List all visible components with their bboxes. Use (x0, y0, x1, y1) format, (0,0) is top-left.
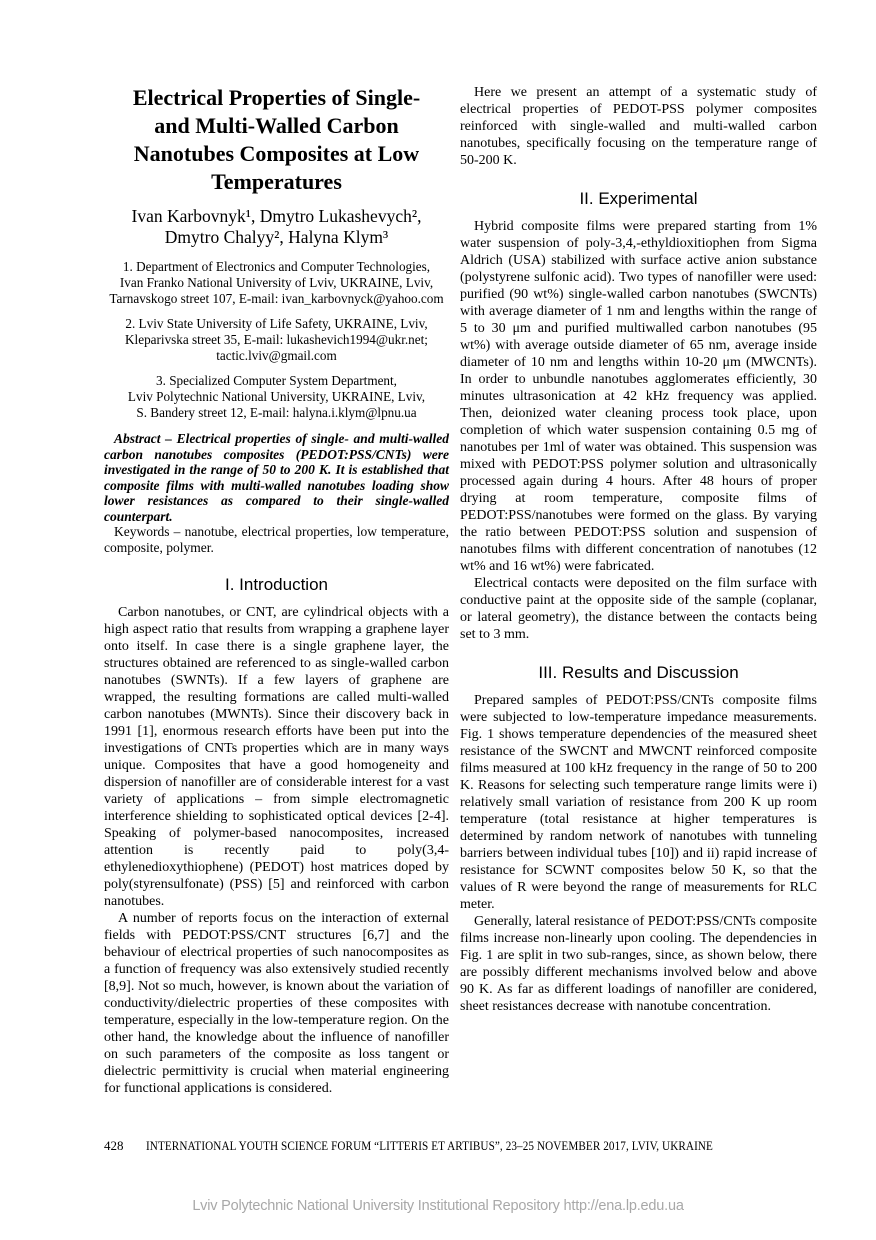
section-heading-experimental: II. Experimental (579, 189, 698, 208)
affiliation-3-line-3: S. Bandery street 12, E-mail: halyna.i.klym@lpnu.ua (136, 405, 417, 420)
intro-continuation-paragraph: Here we present an attempt of a systematic study of electrical properties of PEDOT-PSS polymer composites reinforced with single-walled and multi-walled carbon nanotubes, specifically focusing on the temperature range of 50-200 K. (460, 85, 817, 168)
authors-block (104, 206, 449, 248)
results-paragraph-1: Prepared samples of PEDOT:PSS/CNTs composite films were subjected to low-temperature impedance measurements. Fig. 1 shows temperature dependencies of the measured sheet resistance of the SWCNT and MWCNT reinforced composite films measured at 100 kHz frequency in the range of 50 to 200 K. Reasons for selecting such temperature range limits were i) relatively small variation of resistance from 200 K up room temperature (total resistance at higher temperatures is determined by random network of nanotubes with tunneling barriers between individual tubes [10]) and ii) rapid increase of resistance for SCWNT composites below 50 K, so that the values of R were beyond the range of measurements for RLC meter. (460, 693, 817, 912)
experimental-paragraph-2: Electrical contacts were deposited on the film surface with conductive paint at the opposite side of the sample (coplanar, or lateral geometry), the distance between the contacts being set to 3 mm. (460, 576, 817, 642)
affiliation-1 (104, 259, 449, 307)
left-column (104, 84, 449, 1097)
affiliation-1-line-2: Ivan Franko National University of Lviv, UKRAINE, Lviv, (119, 275, 434, 290)
affiliation-3-line-1: 3. Specialized Computer System Department, (156, 373, 397, 388)
section-heading-introduction: I. Introduction (224, 575, 328, 594)
repository-notice: Lviv Polytechnic National University Institutional Repository http://ena.lp.edu.ua (192, 1198, 684, 1214)
paper-title-line-2: and Multi-Walled Carbon (154, 113, 399, 138)
affiliation-2 (104, 316, 449, 364)
authors-line-2: Dmytro Chalyy², Halyna Klym³ (164, 227, 389, 247)
paper-title-line-4: Temperatures (211, 169, 342, 194)
conference-title: INTERNATIONAL YOUTH SCIENCE FORUM “LITTERIS ET ARTIBUS”, 23–25 NOVEMBER 2017, LVIV, UKRAINE (145, 1138, 713, 1153)
experimental-paragraph-1: Hybrid composite films were prepared starting from 1% water suspension of poly-3,4,-ethyldioxitiophen from Sigma Aldrich (USA) stabilized with surface active anion substance (polystyrene sulfonic acid). Two types of nanofiller were used: purified (90 wt%) single-walled carbon nanotubes (SWCNTs) with average diameter of 1 nm and lengths within the range of 5 to 30 μm and purified multiwalled carbon nanotubes (95 wt%) with average outside diameter of 65 nm, average inside diameter of 10 nm and lengths within 10-20 μm (MWCNTs). In order to unbundle nanotubes agglomerates efficiently, 30 minutes ultrasonication at 42 kHz frequency was applied. Then, deionized water cleaning process took place, upon completion of which water suspension containing 0.5 mg of nanotubes per 1ml of water was obtained. This suspension was mixed with PEDOT:PSS polymer solution and ultrasonically processed again during 4 hours. After 48 hours of proper drying at room temperature, composite films of PEDOT:PSS/nanotubes were formed on the glass. By varying the ratio between PEDOT:PSS solution and suspension of nanotubes films with different concentration of nanotubes (12 wt% and 16 wt%) were fabricated. (460, 219, 817, 574)
affiliation-2-line-1: 2. Lviv State University of Life Safety, UKRAINE, Lviv, (125, 316, 428, 331)
results-paragraph-2: Generally, lateral resistance of PEDOT:PSS/CNTs composite films increase non-linearly upon cooling. The dependencies in Fig. 1 are split in two sub-ranges, since, as shown below, there are possibly different mechanisms involved below and above 90 K. As far as different loadings of nanofiller are conidered, sheet resistances decrease with nanotube concentration. (460, 914, 817, 1014)
abstract-text: Abstract – Electrical properties of single- and multi-walled carbon nanotubes composites (PEDOT:PSS/CNTs) were investigated in the range of 50 to 200 K. It is established that composite films with multi-walled nanotubes loading show lower resistances as compared to their single-walled counterpart. (104, 431, 449, 524)
affiliation-3-line-2: Lviv Polytechnic National University, UKRAINE, Lviv, (127, 389, 426, 404)
paper-title-line-3: Nanotubes Composites at Low (133, 141, 420, 166)
paper-title (104, 84, 449, 196)
affiliation-2-line-2: Kleparivska street 35, E-mail: lukashevich1994@ukr.net; (125, 332, 428, 347)
affiliation-1-line-1: 1. Department of Electronics and Computer Technologies, (122, 259, 431, 274)
page-footer (104, 1138, 817, 1153)
affiliation-2-line-3: tactic.lviv@gmail.com (216, 348, 337, 363)
affiliation-3 (104, 373, 449, 421)
right-column (460, 84, 817, 1015)
affiliation-1-line-3: Tarnavskogo street 107, E-mail: ivan_karbovnyck@yahoo.com (109, 291, 444, 306)
page-number: 428 (104, 1138, 124, 1153)
intro-paragraph-1: Carbon nanotubes, or CNT, are cylindrical objects with a high aspect ratio that results from wrapping a graphene layer onto itself. In case there is a single graphene layer, the structures obtained are referenced to as single-walled carbon nanotubes (SWNTs). If a few layers of graphene are wrapped, the resulting formations are called multi-walled carbon nanotubes (MWNTs). Since their discovery back in 1991 [1], enormous research efforts have been put into the investigations of CNTs properties which are in many ways unique. Composites that have a good homogeneity and dispersion of nanofiller are of considerable interest for a vast variety of applications – from simple electromagnetic interference shielding to sophisticated optical devices [2-4]. Speaking of polymer-based nanocomposites, increased attention is recently paid to poly(3,4-ethylenedioxythiophene) (PEDOT) host matrices doped by poly(styrensulfonate) (PSS) [5] and reinforced with carbon nanotubes. (104, 605, 449, 909)
section-heading-results: III. Results and Discussion (538, 663, 739, 682)
intro-paragraph-2: A number of reports focus on the interaction of external fields with PEDOT:PSS/CNT structures [6,7] and the behaviour of electrical properties of such nanocomposites as a function of frequency was also extensively studied recently [8,9]. Not so much, however, is known about the variation of conductivity/dielectric properties of these composites with temperature, especially in the low-temperature region. On the other hand, the knowledge about the influence of nanofiller on such parameters of the composite as loss tangent or dielectric permittivity is crucial when material engineering for functional applications is considered. (104, 911, 449, 1096)
authors-line-1: Ivan Karbovnyk¹, Dmytro Lukashevych², (131, 206, 422, 226)
keywords-text: Keywords – nanotube, electrical properties, low temperature, composite, polymer. (104, 524, 449, 555)
paper-title-line-1: Electrical Properties of Single- (132, 85, 421, 110)
